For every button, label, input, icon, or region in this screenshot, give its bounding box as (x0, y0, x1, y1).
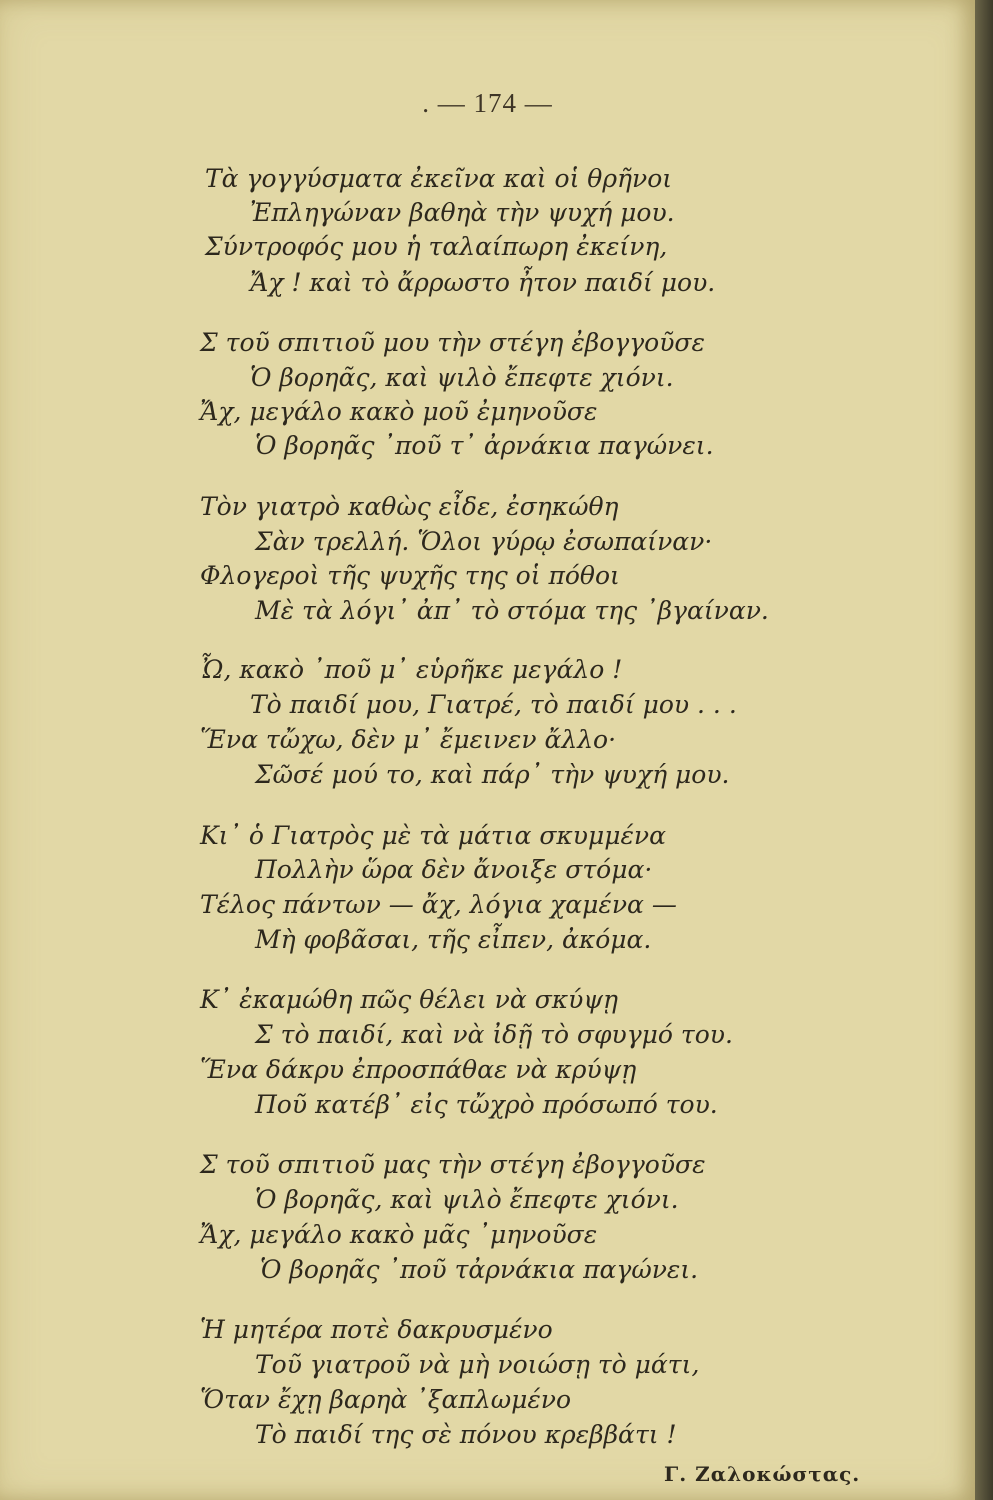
poem-line: Ὁ βορηᾶς, καὶ ψιλὸ ἔπεφτε χιόνι. (250, 363, 674, 392)
poem-line: Σ τὸ παιδί, καὶ νὰ ἰδῇ τὸ σφυγμό του. (255, 1020, 733, 1049)
poem-line: Ὦ, κακὸ ᾿ποῦ μ᾿ εὑρῆκε μεγάλο ! (200, 655, 623, 684)
poem-line: Ὁ βορηᾶς, καὶ ψιλὸ ἔπεφτε χιόνι. (255, 1185, 679, 1214)
poem-line: Τὰ γογγύσματα ἐκεῖνα καὶ οἱ θρῆνοι (205, 164, 673, 193)
poem-line: Ἄχ, μεγάλο κακὸ μᾶς ᾿μηνοῦσε (200, 1220, 598, 1249)
poem-line: Σύντροφός μου ἡ ταλαίπωρη ἐκείνη, (205, 232, 668, 261)
poem-line: Μὴ φοβᾶσαι, τῆς εἶπεν, ἀκόμα. (255, 925, 652, 954)
poem-line: Ἕνα δάκρυ ἐπροσπάθαε νὰ κρύψῃ (200, 1055, 637, 1084)
author-signature: Γ. Ζαλοκώστας. (664, 1462, 861, 1486)
poem-line: Ἐπληγώναν βαθηὰ τὴν ψυχή μου. (250, 198, 675, 227)
poem-line: Ὁ βορηᾶς ᾿ποῦ τἀρνάκια παγώνει. (260, 1255, 699, 1284)
poem-line: Φλογεροὶ τῆς ψυχῆς της οἱ πόθοι (200, 561, 620, 590)
poem-line: Κ᾿ ἐκαμώθη πῶς θέλει νὰ σκύψῃ (200, 985, 618, 1014)
book-edge (975, 0, 993, 1500)
poem-line: Ὅταν ἔχῃ βαρηὰ ᾿ξαπλωμένο (200, 1385, 572, 1414)
poem-line: Κι᾿ ὁ Γιατρὸς μὲ τὰ μάτια σκυμμένα (200, 821, 666, 850)
poem-line: Πολλὴν ὥρα δὲν ἄνοιξε στόμα· (255, 855, 653, 884)
poem-line: Ποῦ κατέβ᾿ εἰς τὤχρὸ πρόσωπό του. (255, 1090, 718, 1119)
poem-line: Ἡ μητέρα ποτὲ δακρυσμένο (200, 1315, 553, 1344)
page-number: . — 174 — (422, 88, 553, 118)
poem-line: Ἕνα τὤχω, δὲν μ᾿ ἔμεινεν ἄλλο· (200, 725, 617, 754)
poem-line: Ὁ βορηᾶς ᾿ποῦ τ᾿ ἀρνάκια παγώνει. (255, 431, 714, 460)
poem-line: Μὲ τὰ λόγι᾿ ἀπ᾿ τὸ στόμα της ᾿βγαίναν. (255, 596, 769, 625)
poem-line: Ἄχ, μεγάλο κακὸ μοῦ ἐμηνοῦσε (200, 397, 598, 426)
poem-line: Σὰν τρελλή. Ὅλοι γύρῳ ἐσωπαίναν· (255, 527, 713, 556)
poem-line: Τὸν γιατρὸ καθὼς εἶδε, ἐσηκώθη (200, 492, 619, 521)
poem-line: Τὸ παιδί μου, Γιατρέ, τὸ παιδί μου . . . (250, 690, 737, 719)
poem-line: Σῶσέ μού το, καὶ πάρ᾿ τὴν ψυχή μου. (255, 760, 730, 789)
poem-line: Τὸ παιδί της σὲ πόνου κρεββάτι ! (255, 1420, 677, 1449)
poem-line: Σ τοῦ σπιτιοῦ μου τὴν στέγη ἐβογγοῦσε (200, 328, 705, 357)
poem-line: Τέλος πάντων — ἄχ, λόγια χαμένα — (200, 890, 677, 919)
poem-line: Ἄχ ! καὶ τὸ ἄρρωστο ἦτον παιδί μου. (250, 268, 716, 297)
poem-line: Τοῦ γιατροῦ νὰ μὴ νοιώσῃ τὸ μάτι, (255, 1350, 700, 1379)
poem-line: Σ τοῦ σπιτιοῦ μας τὴν στέγη ἐβογγοῦσε (200, 1150, 706, 1179)
